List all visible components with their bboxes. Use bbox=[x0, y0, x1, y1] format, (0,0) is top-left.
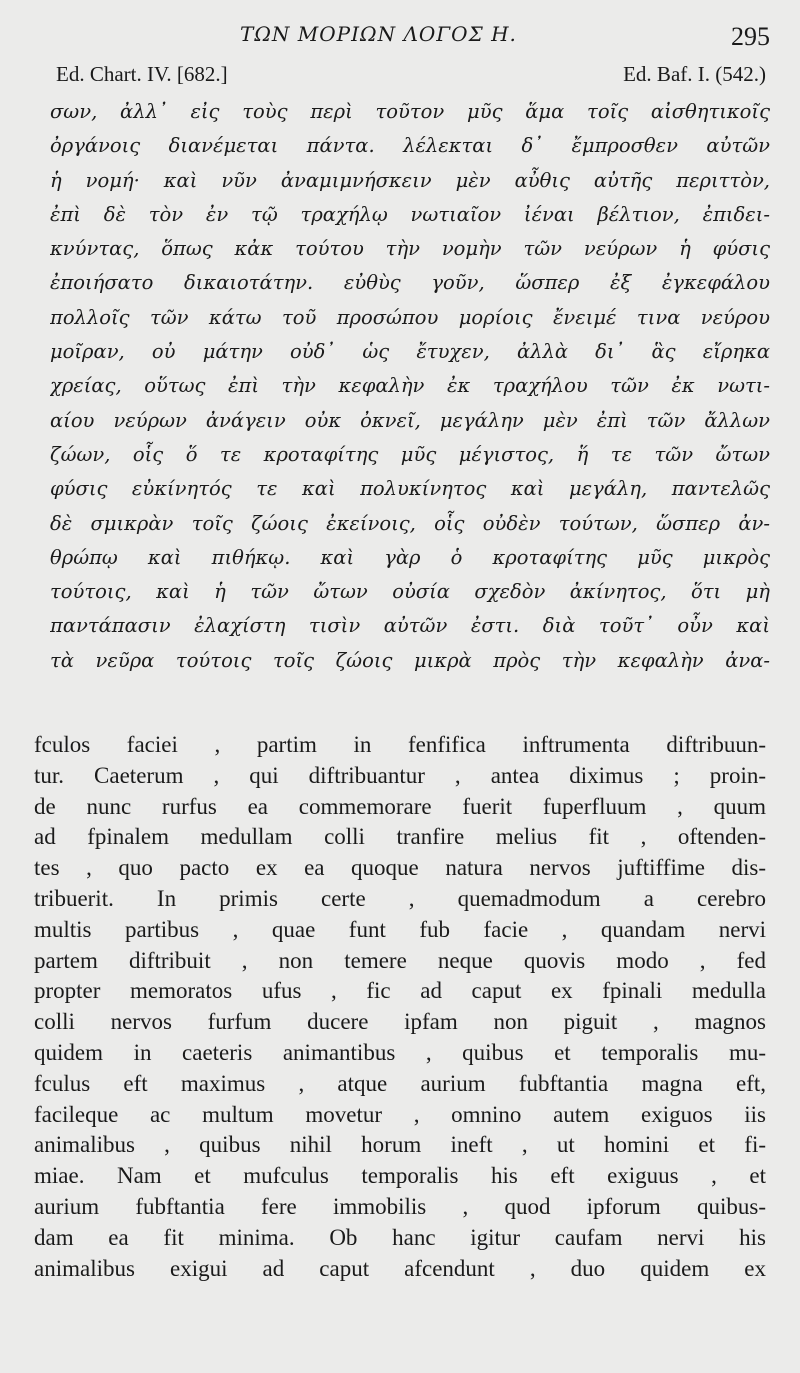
latin-text-line: animalibus exigui ad caput afcendunt , duo quidem ex bbox=[34, 1255, 766, 1281]
latin-text-line: tribuerit. In primis certe , quemadmodum a cerebro bbox=[34, 885, 766, 911]
latin-text-line: tur. Caeterum , qui diftribuantur , antea diximus ; proin- bbox=[34, 762, 766, 788]
latin-text-line: partem diftribuit , non temere neque quovis modo , fed bbox=[34, 947, 766, 973]
latin-text-line: de nunc rurfus ea commemorare fuerit fuperfluum , quum bbox=[34, 793, 766, 819]
latin-text-block bbox=[34, 730, 766, 1284]
page-number: 295 bbox=[731, 22, 770, 51]
latin-text-line: quidem in caeteris animantibus , quibus et temporalis mu- bbox=[34, 1039, 766, 1065]
greek-text-line: σων, ἀλλ᾽ εἰς τοὺς περὶ τοῦτον μῦς ἅμα τοῖς αἰσθητικοῖς bbox=[50, 100, 770, 123]
latin-text-line: miae. Nam et mufculus temporalis his eft exiguus , et bbox=[34, 1163, 766, 1189]
greek-text-line: τὰ νεῦρα τούτοις τοῖς ζώοις μικρὰ πρὸς τὴν κεφαλὴν ἀνα- bbox=[50, 648, 770, 672]
greek-text-line: χρείας, οὕτως ἐπὶ τὴν κεφαλὴν ἐκ τραχήλου τῶν ἐκ νωτι- bbox=[50, 374, 770, 398]
edition-reference-chartier: Ed. Chart. IV. [682.] bbox=[56, 62, 228, 86]
latin-text-line: tes , quo pacto ex ea quoque natura nervos juftiffime dis- bbox=[34, 855, 766, 881]
latin-text-line: fculus eft maximus , atque aurium fubftantia magna eft, bbox=[34, 1070, 766, 1096]
greek-text-line: πολλοῖς τῶν κάτω τοῦ προσώπου μορίοις ἔνειμέ τινα νεύρου bbox=[50, 305, 770, 329]
latin-text-line: multis partibus , quae funt fub facie , quandam nervi bbox=[34, 916, 766, 942]
greek-text-line: παντάπασιν ἐλαχίστη τισὶν αὐτῶν ἐστι. διὰ τοῦτ᾽ οὖν καὶ bbox=[50, 614, 770, 638]
latin-text-line: colli nervos furfum ducere ipfam non piguit , magnos bbox=[34, 1009, 766, 1035]
greek-text-line: ἐπὶ δὲ τὸν ἐν τῷ τραχήλῳ νωτιαῖον ἰέναι βέλτιον, ἐπιδει- bbox=[50, 202, 770, 226]
latin-text-line: fculos faciei , partim in fenfifica inftrumenta diftribuun- bbox=[34, 732, 766, 757]
greek-text-line: τούτοις, καὶ ἡ τῶν ὤτων οὐσία σχεδὸν ἀκίνητος, ὅτι μὴ bbox=[50, 580, 770, 604]
greek-text-line: αίου νεύρων ἀνάγειν οὐκ ὀκνεῖ, μεγάλην μὲν ἐπὶ τῶν ἄλλων bbox=[50, 408, 770, 432]
latin-text-line: propter memoratos ufus , fic ad caput ex fpinali medulla bbox=[34, 978, 766, 1004]
greek-text-line: ἐποιήσατο δικαιοτάτην. εὐθὺς γοῦν, ὥσπερ ἐξ ἐγκεφάλου bbox=[50, 271, 770, 295]
greek-text-line: θρώπῳ καὶ πιθήκῳ. καὶ γὰρ ὁ κροταφίτης μῦς μικρὸς bbox=[50, 545, 770, 569]
greek-text-line: ἡ νομή· καὶ νῦν ἀναμιμνήσκειν μὲν αὖθις αὐτῆς περιττὸν, bbox=[50, 168, 770, 192]
greek-text-block bbox=[50, 95, 770, 678]
latin-text-line: facileque ac multum movetur , omnino autem exiguos iis bbox=[34, 1101, 766, 1127]
running-title: ΤΩΝ ΜΟΡΙΩΝ ΛΟΓΟΣ Η. bbox=[240, 22, 517, 46]
latin-text-line: ad fpinalem medullam colli tranfire melius fit , oftenden- bbox=[34, 824, 766, 850]
greek-text-line: μοῖραν, οὐ μάτην οὐδ᾽ ὡς ἔτυχεν, ἀλλὰ δι᾽ ἃς εἴρηκα bbox=[50, 340, 770, 364]
latin-text-line: aurium fubftantia fere immobilis , quod ipforum quibus- bbox=[34, 1193, 766, 1219]
edition-reference-basel: Ed. Baf. I. (542.) bbox=[623, 62, 766, 86]
latin-text-line: dam ea fit minima. Ob hanc igitur caufam nervi his bbox=[34, 1224, 766, 1250]
greek-text-line: ζώων, οἷς ὅ τε κροταφίτης μῦς μέγιστος, ἥ τε τῶν ὤτων bbox=[50, 442, 770, 466]
greek-text-line: δὲ σμικρὰν τοῖς ζώοις ἐκείνοις, οἷς οὐδὲν τούτων, ὥσπερ ἀν- bbox=[50, 511, 770, 535]
greek-text-line: ὀργάνοις διανέμεται πάντα. λέλεκται δ᾽ ἔμπροσθεν αὐτῶν bbox=[50, 134, 770, 158]
latin-text-line: animalibus , quibus nihil horum ineft , ut homini et fi- bbox=[34, 1132, 766, 1158]
greek-text-line: κνύντας, ὅπως κἀκ τούτου τὴν νομὴν τῶν νεύρων ἡ φύσις bbox=[50, 237, 770, 261]
greek-text-line: φύσις εὐκίνητός τε καὶ πολυκίνητος καὶ μεγάλη, παντελῶς bbox=[50, 477, 770, 501]
